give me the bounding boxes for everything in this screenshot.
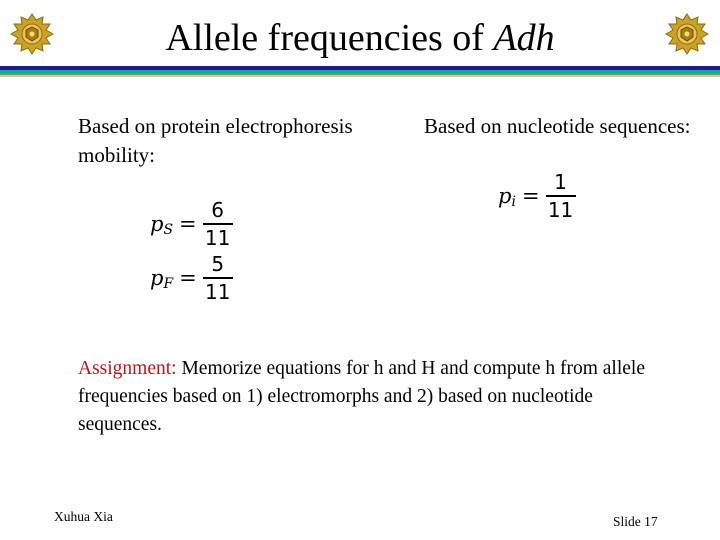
title-italic: Adh	[493, 17, 555, 59]
fraction-denominator: 11	[205, 280, 231, 304]
title-prefix: Allele frequencies of	[165, 17, 494, 59]
fraction-denominator: 11	[547, 198, 574, 222]
equals-sign: =	[521, 184, 540, 208]
footer-author: Xuhua Xia	[54, 509, 113, 524]
fraction-bar	[203, 277, 233, 279]
assignment-lead: Assignment:	[78, 358, 177, 379]
fraction-denominator: 11	[204, 226, 231, 250]
fraction-bar	[546, 195, 576, 197]
equation-variable: p	[150, 266, 164, 290]
equation-subscript: S	[163, 222, 174, 238]
equation-p-f	[150, 252, 233, 304]
equation-p-s	[150, 198, 233, 250]
equals-sign: =	[179, 266, 197, 290]
equation-variable: p	[498, 184, 512, 208]
fraction	[546, 170, 576, 222]
equals-sign: =	[179, 212, 197, 236]
equation-subscript: i	[511, 194, 516, 210]
equation-variable: p	[150, 212, 164, 236]
assignment-body: Memorize equations for h and H and compute h from allele frequencies based on 1) electromorphs and 2) based on nucleotide sequences.	[78, 358, 645, 435]
equation-p-i	[498, 170, 576, 222]
fraction-numerator: 1	[554, 170, 567, 194]
right-column-text: Based on nucleotide sequences:	[424, 114, 691, 138]
fraction	[203, 198, 233, 250]
title-rule-gray	[0, 75, 720, 77]
fraction-numerator: 6	[211, 198, 225, 222]
assignment-text	[78, 355, 668, 439]
left-column-text: Based on protein electrophoresis mobility:	[78, 114, 353, 167]
fraction	[203, 252, 233, 304]
fraction-numerator: 5	[211, 252, 225, 276]
equation-subscript: F	[163, 276, 174, 292]
fraction-bar	[203, 223, 233, 225]
slide-number: Slide 17	[613, 514, 658, 529]
slide-title	[0, 14, 720, 62]
